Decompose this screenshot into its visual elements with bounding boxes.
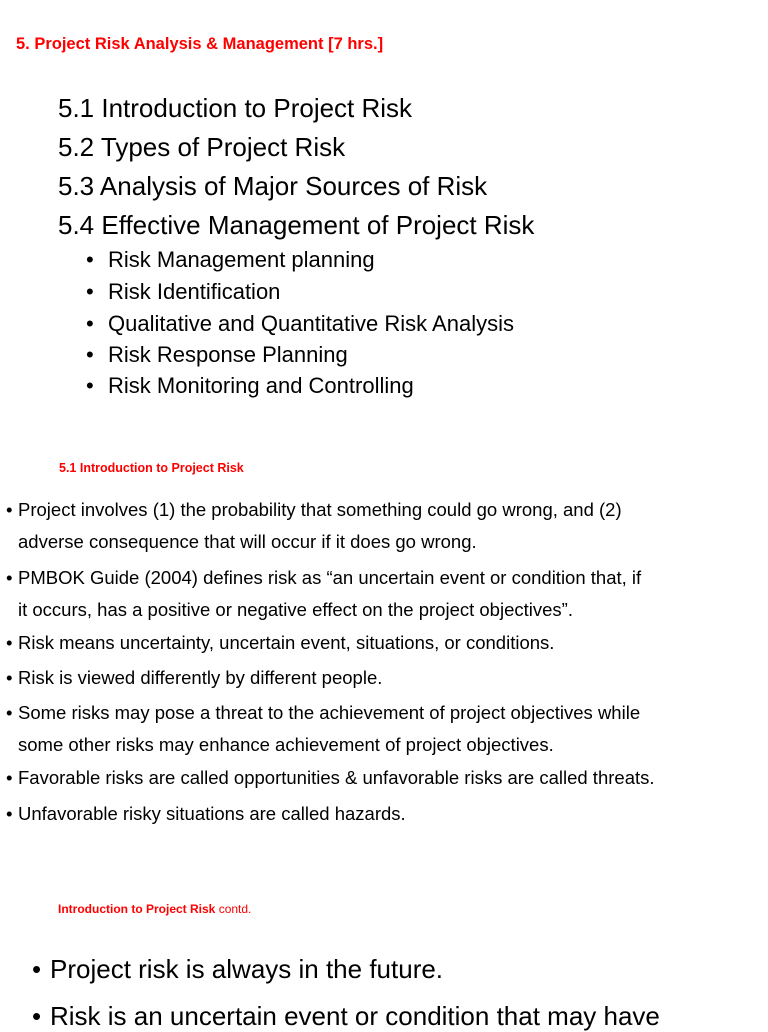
list-item: • Some risks may pose a threat to the achievement of project objectives while some other risks may enhance achievement of project objectives. — [6, 697, 640, 761]
bullet-icon: • — [6, 767, 13, 788]
toc-item-5-3: 5.3 Analysis of Major Sources of Risk — [58, 171, 488, 201]
bullet-icon: • — [6, 667, 13, 688]
toc-item-5-4: 5.4 Effective Management of Project Risk — [58, 210, 535, 240]
toc-subitem: • Risk Monitoring and Controlling — [86, 373, 414, 398]
bullet-icon: • — [32, 1001, 42, 1031]
toc-item-5-2: 5.2 Types of Project Risk — [58, 132, 346, 162]
bullet-icon: • — [6, 632, 13, 653]
list-item: • Favorable risks are called opportunities & unfavorable risks are called threats. — [6, 762, 655, 794]
list-item: • Risk is an uncertain event or condition that may have — [32, 1001, 660, 1031]
list-item: • Project risk is always in the future. — [32, 954, 444, 984]
list-item: • Risk means uncertainty, uncertain event, situations, or conditions. — [6, 627, 554, 659]
toc-subitem: • Qualitative and Quantitative Risk Analysis — [86, 311, 514, 336]
bullet-icon: • — [6, 803, 13, 824]
list-item: • PMBOK Guide (2004) defines risk as “an uncertain event or condition that, if it occurs, has a positive or negative effect on the project objectives”. — [6, 562, 641, 626]
list-item: • Unfavorable risky situations are called hazards. — [6, 798, 406, 830]
bullet-icon: • — [86, 279, 94, 304]
bullet-icon: • — [86, 342, 94, 367]
toc-subitem: • Risk Management planning — [86, 247, 375, 272]
list-item: • Project involves (1) the probability that something could go wrong, and (2) adverse consequence that will occur if it does go wrong. — [6, 494, 622, 558]
bullet-icon: • — [86, 247, 94, 272]
bullet-icon: • — [32, 954, 42, 984]
toc-subitem: • Risk Response Planning — [86, 342, 348, 367]
bullet-icon: • — [6, 702, 13, 723]
list-item: • Risk is viewed differently by different people. — [6, 662, 382, 694]
toc-subitem: • Risk Identification — [86, 279, 281, 304]
section-heading: 5.1 Introduction to Project Risk — [59, 461, 244, 475]
bullet-icon: • — [6, 567, 13, 588]
bullet-icon: • — [86, 373, 94, 398]
toc-item-5-1: 5.1 Introduction to Project Risk — [58, 93, 413, 123]
document-title: 5. Project Risk Analysis & Management [7 hrs.] — [16, 35, 384, 53]
bullet-icon: • — [6, 499, 13, 520]
bullet-icon: • — [86, 311, 94, 336]
section-heading-contd: Introduction to Project Risk contd. — [58, 902, 252, 916]
